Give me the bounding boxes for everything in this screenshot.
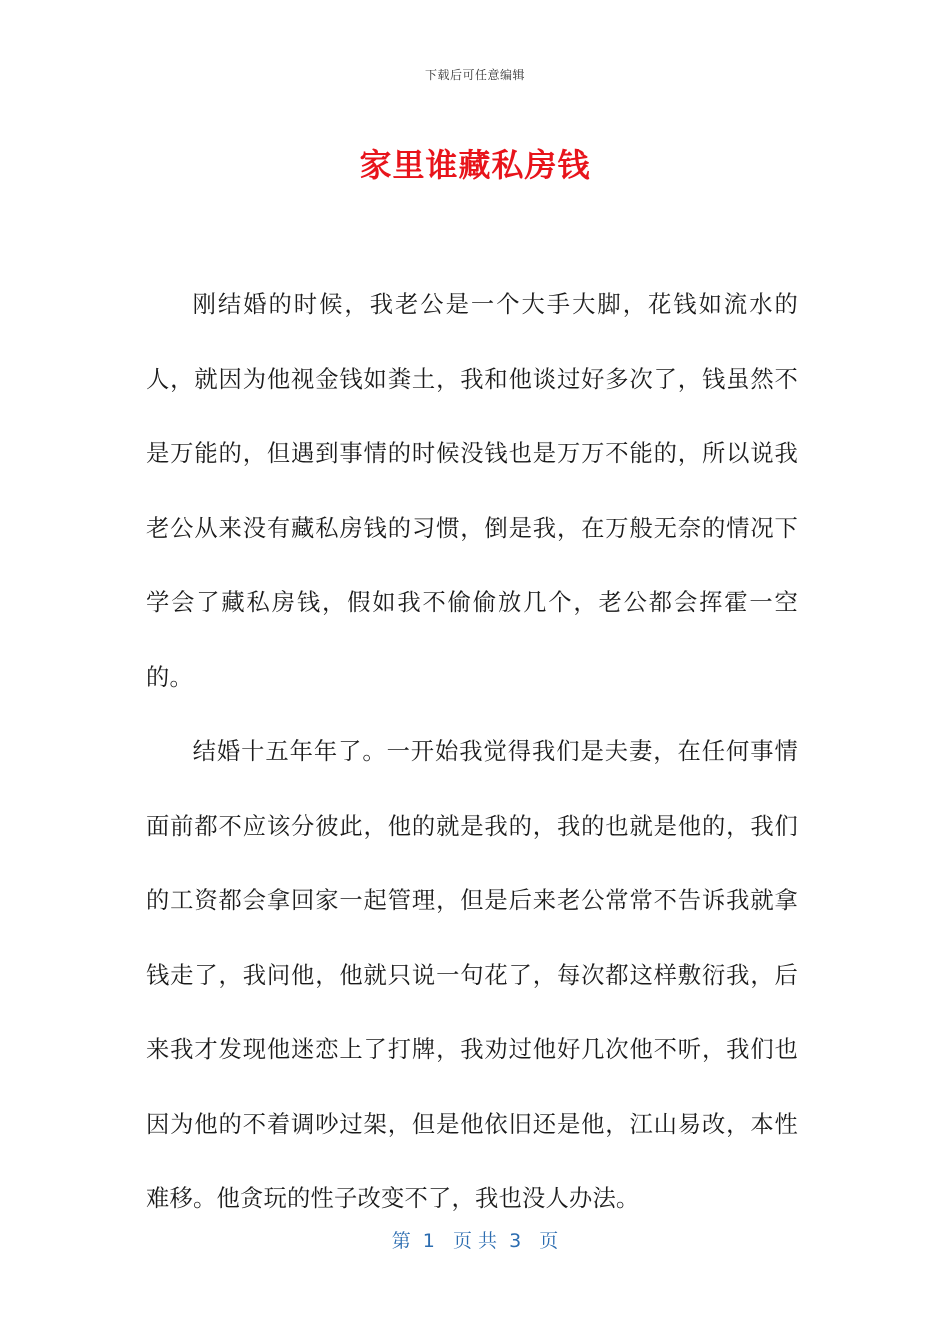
document-body	[146, 268, 798, 1237]
header-note: 下载后可任意编辑	[424, 68, 525, 82]
page-number-footer: 第 1 页 共 3 页	[391, 1230, 559, 1252]
paragraph-1: 刚结婚的时候，我老公是一个大手大脚，花钱如流水的人，就因为他视金钱如粪土，我和他谈过好多次了，钱虽然不是万能的，但遇到事情的时候没钱也是万万不能的，所以说我老公从来没有藏私房钱的习惯，倒是我，在万般无奈的情况下学会了藏私房钱，假如我不偷偷放几个，老公都会挥霍一空的。	[146, 291, 798, 691]
document-title: 家里谁藏私房钱	[359, 146, 591, 184]
paragraph-2: 结婚十五年年了。一开始我觉得我们是夫妻，在任何事情面前都不应该分彼此，他的就是我的，我的也就是他的，我们的工资都会拿回家一起管理，但是后来老公常常不告诉我就拿钱走了，我问他，他就只说一句花了，每次都这样敷衍我，后来我才发现他迷恋上了打牌，我劝过他好几次他不听，我们也因为他的不着调吵过架，但是他依旧还是他，江山易改，本性难移。他贪玩的性子改变不了，我也没人办法。	[146, 738, 798, 1212]
